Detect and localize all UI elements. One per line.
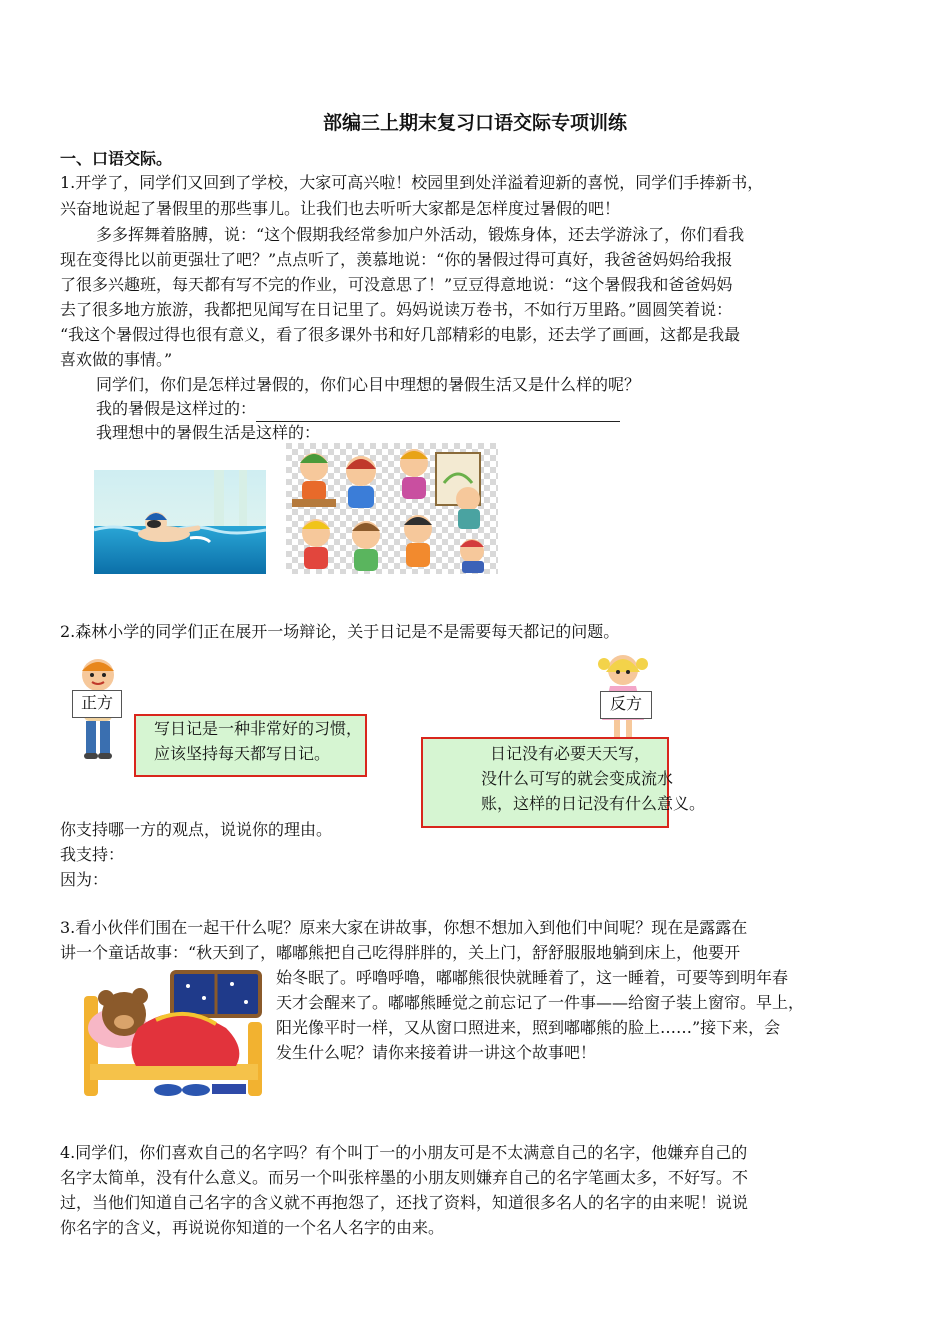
q1-line: 了很多兴趣班，每天都有写不完的作业，可没意思了！”豆豆得意地说：“这个暑假我和爸爸妈妈 — [60, 275, 733, 294]
q1-line: “我这个暑假过得也很有意义，看了很多课外书和好几部精彩的电影，还去学了画画，这都是我最 — [60, 325, 741, 344]
q1-prompt-2: 我理想中的暑假生活是这样的： — [96, 423, 321, 442]
con-opinion-line: 日记没有必要天天写， — [490, 744, 651, 763]
con-side-sign: 反方 — [600, 691, 652, 719]
con-opinion-line: 没什么可写的就会变成流水 — [481, 769, 674, 788]
section-heading: 一、口语交际。 — [60, 149, 173, 168]
q3-line: 阳光像平时一样，又从窗口照进来，照到嘟嘟熊的脸上……”接下来，会 — [276, 1018, 781, 1037]
kids-activities-illustration — [286, 443, 498, 574]
q1-line: 1.开学了，同学们又回到了学校，大家可高兴啦！校园里到处洋溢着迎新的喜悦，同学们手捧新书， — [60, 173, 764, 192]
q1-line: 去了很多地方旅游，我都把见闻写在日记里了。妈妈说读万卷书，不如行万里路。”圆圆笑着说： — [60, 300, 733, 319]
con-opinion-line: 账，这样的日记没有什么意义。 — [481, 794, 706, 813]
q3-line: 讲一个童话故事：“秋天到了，嘟嘟熊把自己吃得胖胖的，关上门，舒舒服服地躺到床上，他要开 — [60, 943, 741, 962]
q1-line: 兴奋地说起了暑假里的那些事儿。让我们也去听听大家都是怎样度过暑假的吧！ — [60, 199, 621, 218]
q3-line: 始冬眠了。呼噜呼噜，嘟嘟熊很快就睡着了，这一睡着，可要等到明年春 — [276, 968, 789, 987]
sleeping-bear-illustration — [76, 968, 266, 1104]
swimming-child-illustration — [94, 470, 266, 574]
q2-intro: 2.森林小学的同学们正在展开一场辩论，关于日记是不是需要每天都记的问题。 — [60, 622, 620, 641]
q4-line: 4.同学们，你们喜欢自己的名字吗？有个叫丁一的小朋友可是不太满意自己的名字，他嫌弃自己的 — [60, 1143, 748, 1162]
q3-line: 发生什么呢？请你来接着讲一讲这个故事吧！ — [276, 1043, 597, 1062]
q1-line: 喜欢做的事情。” — [60, 350, 173, 369]
pro-opinion-line: 应该坚持每天都写日记。 — [154, 744, 331, 763]
q3-line: 天才会醒来了。嘟嘟熊睡觉之前忘记了一件事——给窗子装上窗帘。早上， — [276, 993, 805, 1012]
q4-line: 名字太简单，没有什么意义。而另一个叫张梓墨的小朋友则嫌弃自己的名字笔画太多，不好写。不 — [60, 1168, 749, 1187]
q3-line: 3.看小伙伴们围在一起干什么呢？原来大家在讲故事，你想不想加入到他们中间呢？现在是露露在 — [60, 918, 748, 937]
q1-answer-line-1 — [96, 396, 620, 422]
q2-support-label: 我支持： — [60, 845, 125, 864]
q2-ask: 你支持哪一方的观点，说说你的理由。 — [60, 820, 333, 839]
q1-prompt-1: 我的暑假是这样过的： — [96, 399, 257, 418]
pro-opinion-line: 写日记是一种非常好的习惯， — [154, 719, 363, 738]
q2-because-label: 因为： — [60, 870, 109, 889]
page-title: 部编三上期末复习口语交际专项训练 — [322, 112, 627, 134]
q4-line: 你名字的含义，再说说你知道的一个名人名字的由来。 — [60, 1218, 445, 1237]
q1-line: 多多挥舞着胳膊，说：“这个假期我经常参加户外活动，锻炼身体，还去学游泳了，你们看我 — [96, 225, 745, 244]
q1-line: 现在变得比以前更强壮了吧？”点点听了，羡慕地说：“你的暑假过得可真好，我爸爸妈妈给我报 — [60, 250, 733, 269]
pro-side-sign: 正方 — [72, 690, 122, 718]
q1-line: 同学们，你们是怎样过暑假的，你们心目中理想的暑假生活又是什么样的呢？ — [96, 375, 641, 394]
q4-line: 过，当他们知道自己名字的含义就不再抱怨了，还找了资料，知道很多名人的名字的由来呢！说说 — [60, 1193, 749, 1212]
